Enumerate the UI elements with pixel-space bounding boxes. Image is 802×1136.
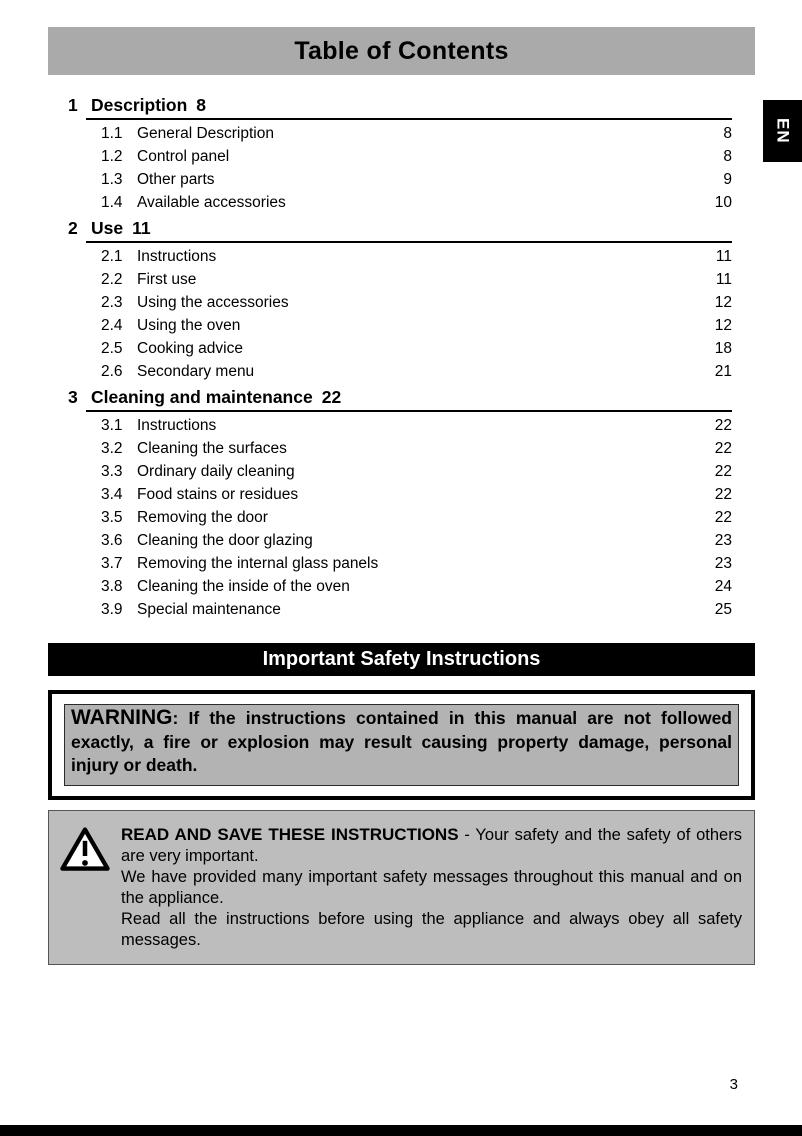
toc-section-use [48, 214, 755, 383]
section-divider [86, 410, 732, 412]
toc-section-number: 1 [68, 95, 78, 115]
toc-entry [48, 575, 755, 598]
table-of-contents [48, 91, 755, 621]
toc-entry-title: Using the accessories [137, 294, 289, 311]
toc-entry-title: Control panel [137, 148, 230, 165]
read-save-paragraph-3: Read all the instructions before using the appliance and always obey all safety messages. [121, 910, 742, 949]
toc-entry-number: 3.7 [101, 555, 123, 572]
toc-entry-title: Cooking advice [137, 340, 243, 357]
toc-section-cleaning [48, 383, 755, 621]
toc-section-page: 22 [321, 387, 342, 407]
toc-entry-page: 24 [714, 578, 732, 595]
toc-entry-page: 23 [714, 555, 732, 572]
section-divider [86, 118, 732, 120]
page-title: Table of Contents [294, 36, 509, 65]
read-save-paragraph-2: We have provided many important safety messages throughout this manual and on the appliance. [121, 868, 742, 907]
toc-entry [48, 529, 755, 552]
toc-entry-title: Removing the door [137, 509, 268, 526]
toc-section-number: 3 [68, 387, 78, 407]
toc-entry-page: 8 [723, 148, 732, 165]
toc-entry-title: Special maintenance [137, 601, 281, 618]
toc-entry-page: 11 [715, 248, 732, 265]
toc-entry [48, 552, 755, 575]
toc-entry-number: 3.1 [101, 417, 123, 434]
toc-entry-page: 18 [714, 340, 732, 357]
toc-entry-title: Instructions [137, 248, 217, 265]
toc-section-page: 8 [196, 95, 207, 115]
toc-entry-page: 22 [714, 486, 732, 503]
toc-entry [48, 314, 755, 337]
toc-entry-number: 2.1 [101, 248, 123, 265]
page-number: 3 [729, 1076, 738, 1093]
toc-entry-title: Food stains or residues [137, 486, 299, 503]
read-save-paragraph-1 [121, 824, 742, 867]
toc-entry [48, 414, 755, 437]
toc-entry-number: 2.6 [101, 363, 123, 380]
read-save-text [121, 824, 742, 951]
toc-entry-number: 3.3 [101, 463, 123, 480]
toc-entry-title: Ordinary daily cleaning [137, 463, 295, 480]
toc-entry-title: Instructions [137, 417, 217, 434]
toc-entry [48, 360, 755, 383]
warning-label: WARNING [71, 706, 173, 729]
toc-entry-page: 22 [714, 509, 732, 526]
toc-entry-page: 10 [714, 194, 732, 211]
toc-entry [48, 598, 755, 621]
toc-entry-number: 3.8 [101, 578, 123, 595]
toc-entry-number: 1.1 [101, 125, 123, 142]
warning-triangle-icon [59, 824, 111, 878]
warning-text-panel [64, 704, 739, 786]
toc-entry [48, 268, 755, 291]
toc-entry-title: First use [137, 271, 197, 288]
toc-entry-number: 1.4 [101, 194, 123, 211]
toc-entry-page: 8 [723, 125, 732, 142]
toc-section-heading [48, 91, 755, 117]
language-tab [763, 100, 802, 162]
toc-entry [48, 460, 755, 483]
warning-box [48, 690, 755, 800]
toc-entry-page: 9 [723, 171, 732, 188]
read-save-heading-rest: - Your safety and the safety of others are very important. [121, 826, 742, 865]
toc-title-bar [48, 27, 755, 75]
safety-instructions-title: Important Safety Instructions [262, 648, 541, 670]
toc-entry [48, 506, 755, 529]
toc-entry-number: 2.5 [101, 340, 123, 357]
toc-entry-title: Available accessories [137, 194, 286, 211]
toc-entry-page: 22 [714, 440, 732, 457]
warning-text: : If the instructions contained in this manual are not followed exactly, a fire or explosion may result causing property damage, personal injury or death. [71, 708, 732, 775]
toc-entry-number: 2.2 [101, 271, 123, 288]
toc-entry-page: 11 [715, 271, 732, 288]
bottom-edge-bar [0, 1125, 802, 1136]
toc-entry-page: 22 [714, 463, 732, 480]
toc-entry-title: Removing the internal glass panels [137, 555, 379, 572]
toc-entry [48, 437, 755, 460]
toc-entry-title: General Description [137, 125, 274, 142]
toc-entry [48, 122, 755, 145]
toc-entry-number: 3.5 [101, 509, 123, 526]
toc-entry-title: Cleaning the surfaces [137, 440, 287, 457]
read-save-heading: READ AND SAVE THESE INSTRUCTIONS [121, 825, 459, 844]
toc-entry [48, 483, 755, 506]
toc-section-heading [48, 383, 755, 409]
language-tab-label: EN [773, 118, 793, 144]
toc-section-page: 11 [132, 218, 151, 238]
toc-entry-title: Cleaning the door glazing [137, 532, 313, 549]
toc-section-title: Cleaning and maintenance [91, 387, 313, 407]
toc-section-title: Use [91, 218, 124, 238]
toc-entry-title: Other parts [137, 171, 215, 188]
toc-entry-page: 12 [714, 294, 732, 311]
safety-instructions-bar [48, 643, 755, 676]
toc-entry-title: Secondary menu [137, 363, 255, 380]
toc-entry [48, 337, 755, 360]
read-save-box [48, 810, 755, 965]
toc-entry-number: 3.9 [101, 601, 123, 618]
section-divider [86, 241, 732, 243]
toc-entry [48, 145, 755, 168]
toc-section-title: Description [91, 95, 188, 115]
toc-entry-number: 1.2 [101, 148, 123, 165]
toc-section-heading [48, 214, 755, 240]
toc-entry-page: 21 [714, 363, 732, 380]
toc-entry-title: Cleaning the inside of the oven [137, 578, 350, 595]
toc-entry [48, 245, 755, 268]
toc-entry-page: 25 [714, 601, 732, 618]
toc-entry-number: 3.2 [101, 440, 123, 457]
toc-entry-title: Using the oven [137, 317, 241, 334]
toc-entry-number: 2.3 [101, 294, 123, 311]
toc-entry-page: 23 [714, 532, 732, 549]
toc-section-number: 2 [68, 218, 78, 238]
toc-entry [48, 168, 755, 191]
toc-entry-number: 3.4 [101, 486, 123, 503]
toc-entry [48, 291, 755, 314]
toc-section-description [48, 91, 755, 214]
toc-entry-number: 1.3 [101, 171, 123, 188]
toc-entry-page: 22 [714, 417, 732, 434]
toc-entry-page: 12 [714, 317, 732, 334]
toc-entry [48, 191, 755, 214]
toc-entry-number: 3.6 [101, 532, 123, 549]
toc-entry-number: 2.4 [101, 317, 123, 334]
